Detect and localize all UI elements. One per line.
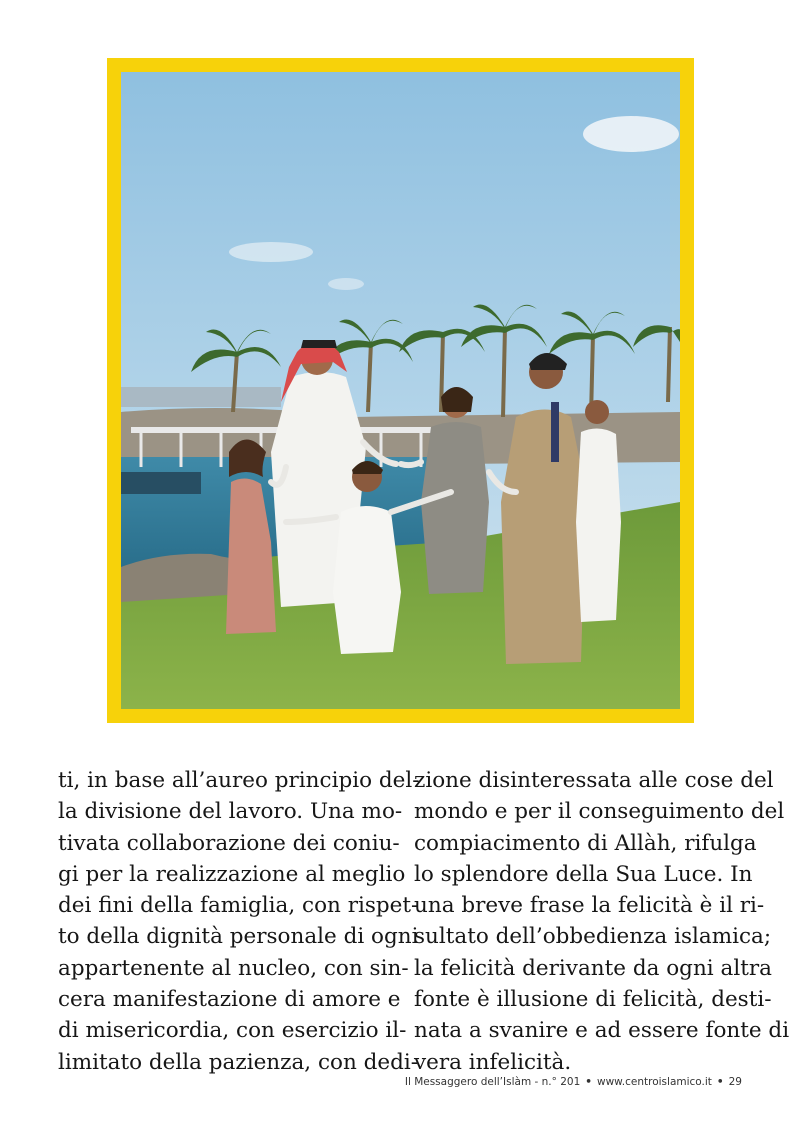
text-line: mondo e per il conseguimento del bbox=[414, 799, 785, 825]
family-circle-image bbox=[121, 72, 680, 709]
separator-dot: • bbox=[716, 1076, 724, 1088]
publication-name: Il Messaggero dell’Islàm - n.° 201 bbox=[404, 1076, 581, 1088]
text-line: gi per la realizzazione al meglio bbox=[58, 861, 406, 887]
text-line: appartenente al nucleo, con sin- bbox=[58, 955, 409, 981]
family-photo bbox=[121, 72, 680, 709]
photo-frame bbox=[107, 58, 694, 723]
text-line: dei fini della famiglia, con rispet- bbox=[58, 893, 419, 919]
text-line: compiacimento di Allàh, rifulga bbox=[414, 830, 757, 856]
page-number: 29 bbox=[728, 1076, 742, 1088]
text-line: fonte è illusione di felicità, desti- bbox=[414, 987, 772, 1013]
text-line: cera manifestazione di amore e bbox=[58, 987, 401, 1013]
website-link[interactable]: www.centroislamico.it bbox=[596, 1076, 712, 1088]
text-line: nata a svanire e ad essere fonte di bbox=[414, 1018, 790, 1044]
text-line: sultato dell’obbedienza islamica; bbox=[414, 924, 772, 950]
text-line: to della dignità personale di ogni bbox=[58, 924, 419, 950]
text-line: lo splendore della Sua Luce. In bbox=[414, 861, 753, 887]
text-line: zione disinteressata alle cose del bbox=[414, 768, 774, 793]
text-line: limitato della pazienza, con dedi- bbox=[58, 1049, 419, 1075]
text-line: la felicità derivante da ogni altra bbox=[414, 955, 772, 981]
text-line: una breve frase la felicità è il ri- bbox=[414, 893, 765, 919]
text-line: la divisione del lavoro. Una mo- bbox=[58, 799, 403, 825]
article-column-left bbox=[58, 765, 420, 1078]
text-line: tivata collaborazione dei coniu- bbox=[58, 830, 400, 856]
separator-dot: • bbox=[585, 1076, 592, 1088]
text-line: di misericordia, con esercizio il- bbox=[58, 1018, 407, 1044]
text-line: vera infelicità. bbox=[414, 1049, 572, 1075]
page-footer bbox=[405, 1076, 742, 1088]
text-line: ti, in base all’aureo principio del- bbox=[58, 768, 420, 793]
article-column-right bbox=[414, 765, 790, 1078]
